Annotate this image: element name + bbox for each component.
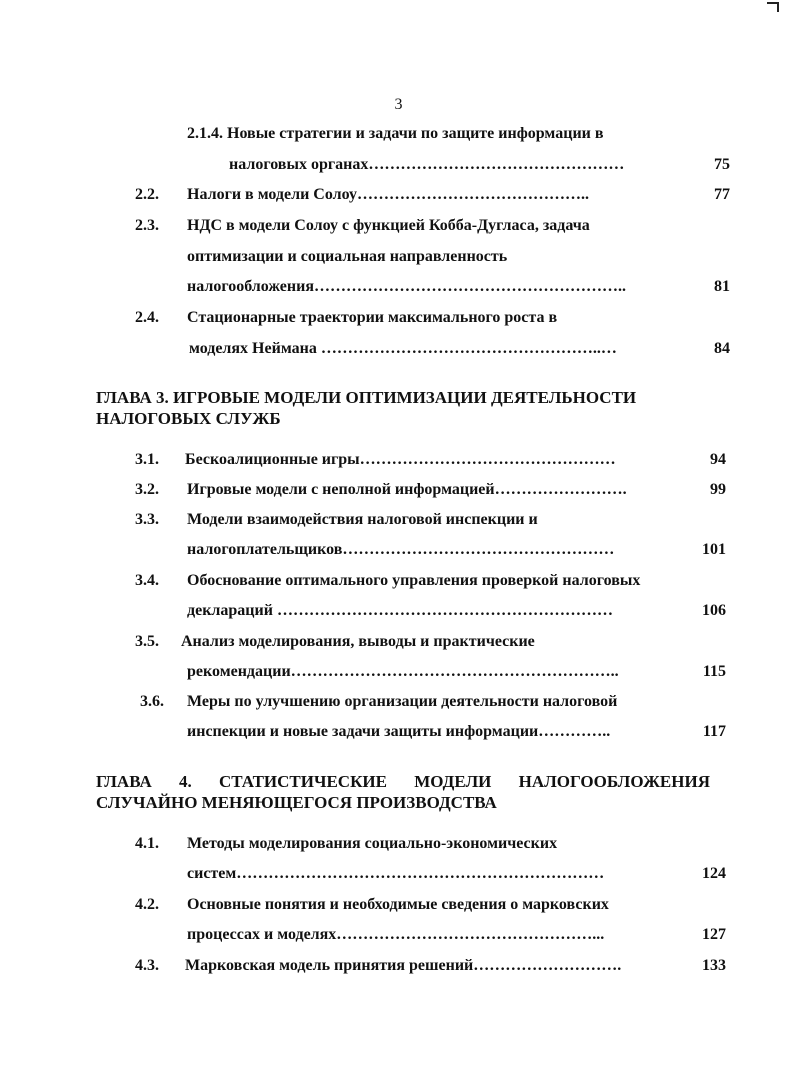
toc-entry-4-1-line2: систем…………………………………………………………… [187, 865, 605, 882]
toc-entry-2-1-4-line1 [187, 124, 604, 144]
toc-entry-3-4-line2: деклараций ……………………………………………………… [187, 602, 613, 619]
toc-entry-2-2-title: Налоги в модели Солоу…………………………………….. [187, 186, 590, 203]
toc-entry-3-5-line2: рекомендации…………………………………………………….. [187, 663, 619, 680]
toc-entry-3-5-page: 115 [702, 663, 726, 680]
toc-entry-2-1-4-title: Новые стратегии и задачи по защите информации в [227, 125, 604, 142]
toc-entry-3-3-line1: Модели взаимодействия налоговой инспекции и [187, 511, 538, 528]
toc-entry-4-1-line1: Методы моделирования социально-экономических [187, 835, 558, 852]
chapter-3-heading-line1: ГЛАВА 3. ИГРОВЫЕ МОДЕЛИ ОПТИМИЗАЦИИ ДЕЯТЕЛЬНОСТИ [96, 388, 637, 407]
toc-entry-3-5-line1: Анализ моделирования, выводы и практические [181, 633, 535, 650]
toc-entry-4-2-page: 127 [702, 926, 726, 943]
toc-entry-3-6-number: 3.6. [140, 693, 164, 710]
toc-entry-2-1-4-page: 75 [714, 156, 730, 173]
toc-entry-2-4-line1: Стационарные траектории максимального роста в [187, 309, 558, 326]
toc-entry-3-2-number: 3.2. [135, 481, 159, 498]
toc-entry-2-3-number: 2.3. [135, 217, 159, 234]
toc-entry-2-3-line2: оптимизации и социальная направленность [187, 248, 508, 265]
toc-entry-2-4-number: 2.4. [135, 309, 159, 326]
toc-entry-3-2-page: 99 [710, 481, 726, 498]
toc-entry-3-3-line2: налогоплательщиков…………………………………………… [187, 541, 615, 558]
toc-entry-3-6-line2: инспекции и новые задачи защиты информации………….. [187, 723, 611, 740]
toc-entry-2-4-line2: моделях Неймана ……………………………………………..… [189, 340, 617, 357]
toc-entry-2-3-line3: налогообложения………………………………………………….. [187, 278, 626, 295]
toc-entry-3-5-number: 3.5. [135, 633, 159, 650]
toc-entry-4-3-page: 133 [702, 957, 726, 974]
toc-entry-4-1-page: 124 [702, 865, 726, 882]
toc-entry-2-3-page: 81 [714, 278, 730, 295]
chapter-3-heading-line2: НАЛОГОВЫХ СЛУЖБ [96, 409, 281, 428]
toc-entry-3-2-title: Игровые модели с неполной информацией……………………. [187, 481, 627, 498]
scan-corner-mark [767, 2, 779, 12]
toc-entry-2-4-page: 84 [714, 340, 730, 357]
toc-entry-4-3-number: 4.3. [135, 957, 159, 974]
toc-entry-3-3-number: 3.3. [135, 511, 159, 528]
chapter-4-heading-line1: ГЛАВА 4. СТАТИСТИЧЕСКИЕ МОДЕЛИ НАЛОГООБЛОЖЕНИЯ [96, 772, 710, 791]
toc-entry-3-1-number: 3.1. [135, 451, 159, 468]
toc-entry-3-1-page: 94 [710, 451, 726, 468]
toc-entry-2-3-line1: НДС в модели Солоу с функцией Кобба-Дугласа, задача [187, 217, 590, 234]
toc-entry-2-2-number: 2.2. [135, 186, 159, 203]
toc-entry-4-2-line2: процессах и моделях…………………………………………... [187, 926, 605, 943]
toc-entry-3-4-page: 106 [702, 602, 726, 619]
toc-entry-2-1-4-line2: налоговых органах………………………………………… [229, 156, 625, 173]
toc-entry-2-2-page: 77 [714, 186, 730, 203]
toc-entry-3-6-line1: Меры по улучшению организации деятельности налоговой [187, 693, 618, 710]
toc-entry-3-1-title: Бескоалиционные игры………………………………………… [185, 451, 616, 468]
toc-entry-2-1-4-number: 2.1.4. [187, 125, 223, 142]
toc-entry-3-6-page: 117 [702, 723, 726, 740]
toc-entry-3-4-line1: Обоснование оптимального управления проверкой налоговых [187, 572, 641, 589]
page-number: 3 [394, 96, 403, 113]
toc-entry-3-3-page: 101 [702, 541, 726, 558]
toc-entry-3-4-number: 3.4. [135, 572, 159, 589]
toc-entry-4-2-number: 4.2. [135, 896, 159, 913]
toc-entry-4-2-line1: Основные понятия и необходимые сведения о марковских [187, 896, 609, 913]
toc-entry-4-3-title: Марковская модель принятия решений………………………. [185, 957, 622, 974]
toc-entry-4-1-number: 4.1. [135, 835, 159, 852]
chapter-4-heading-line2: СЛУЧАЙНО МЕНЯЮЩЕГОСЯ ПРОИЗВОДСТВА [96, 793, 497, 812]
